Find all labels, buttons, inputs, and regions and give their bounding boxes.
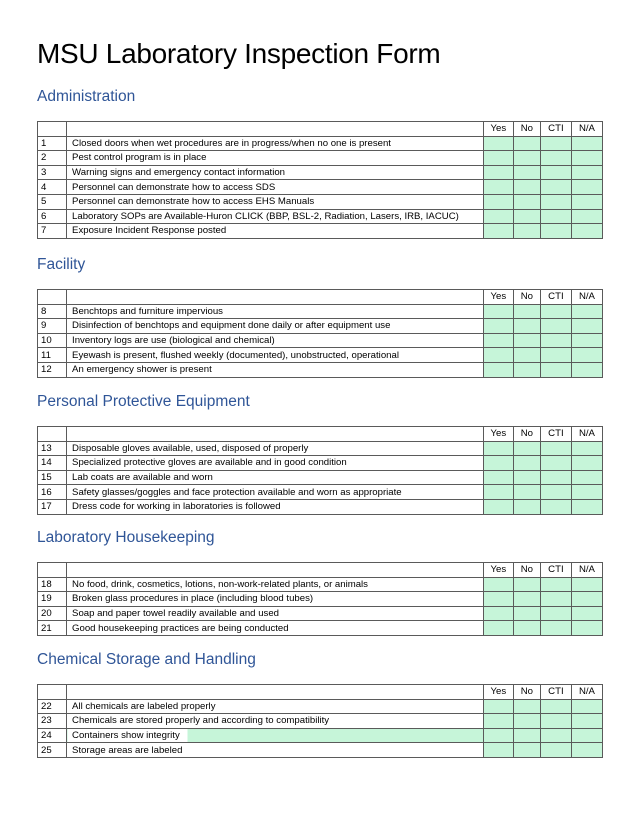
checkbox-na[interactable]: [571, 728, 602, 743]
header-empty-cell: [38, 685, 67, 700]
table-row: [38, 209, 603, 224]
checkbox-no[interactable]: [513, 441, 540, 456]
item-number: 22: [38, 699, 67, 714]
checkbox-na[interactable]: [571, 348, 602, 363]
checkbox-no[interactable]: [513, 333, 540, 348]
item-text: Specialized protective gloves are available and in good condition: [67, 456, 484, 471]
table-header-row: [38, 427, 603, 442]
checkbox-cti[interactable]: [540, 606, 571, 621]
checklist-table: [37, 289, 603, 378]
item-number: 4: [38, 180, 67, 195]
checkbox-yes[interactable]: [483, 362, 513, 377]
item-text: Pest control program is in place: [67, 151, 484, 166]
checkbox-no[interactable]: [513, 304, 540, 319]
item-number: 1: [38, 136, 67, 151]
item-number: 11: [38, 348, 67, 363]
checkbox-cti[interactable]: [540, 485, 571, 500]
item-number: 19: [38, 592, 67, 607]
table-header-row: [38, 122, 603, 137]
table-row: [38, 577, 603, 592]
checkbox-no[interactable]: [513, 743, 540, 758]
table-row: [38, 485, 603, 500]
item-text: Dress code for working in laboratories is followed: [67, 499, 484, 514]
table-row: [38, 224, 603, 239]
table-row: [38, 165, 603, 180]
section-heading: Administration: [37, 88, 136, 105]
header-empty-cell: [67, 290, 484, 305]
checkbox-cti[interactable]: [540, 699, 571, 714]
table-row: [38, 592, 603, 607]
column-header-no: No: [513, 290, 540, 305]
column-header-yes: Yes: [483, 563, 513, 578]
column-header-yes: Yes: [483, 290, 513, 305]
checkbox-no[interactable]: [513, 577, 540, 592]
item-text: Disinfection of benchtops and equipment done daily or after equipment use: [67, 319, 484, 334]
checkbox-cti[interactable]: [540, 728, 571, 743]
item-text: Exposure Incident Response posted: [67, 224, 484, 239]
checkbox-yes[interactable]: [483, 699, 513, 714]
table-row: [38, 714, 603, 729]
checkbox-no[interactable]: [513, 592, 540, 607]
checkbox-na[interactable]: [571, 319, 602, 334]
table-row: [38, 499, 603, 514]
checkbox-yes[interactable]: [483, 577, 513, 592]
column-header-cti: CTI: [540, 563, 571, 578]
checkbox-yes[interactable]: [483, 165, 513, 180]
checkbox-cti[interactable]: [540, 333, 571, 348]
table-row: [38, 728, 603, 743]
item-number: 18: [38, 577, 67, 592]
section-heading: Chemical Storage and Handling: [37, 651, 256, 668]
checkbox-no[interactable]: [513, 499, 540, 514]
checkbox-cti[interactable]: [540, 470, 571, 485]
checkbox-cti[interactable]: [540, 151, 571, 166]
checkbox-cti[interactable]: [540, 194, 571, 209]
column-header-yes: Yes: [483, 427, 513, 442]
checkbox-no[interactable]: [513, 194, 540, 209]
checklist-table: [37, 121, 603, 239]
checkbox-no[interactable]: [513, 319, 540, 334]
checkbox-no[interactable]: [513, 180, 540, 195]
column-header-yes: Yes: [483, 122, 513, 137]
column-header-no: No: [513, 122, 540, 137]
page-title: MSU Laboratory Inspection Form: [37, 38, 441, 69]
checkbox-cti[interactable]: [540, 499, 571, 514]
item-text: Benchtops and furniture impervious: [67, 304, 484, 319]
table-header-row: [38, 290, 603, 305]
item-number: 17: [38, 499, 67, 514]
checkbox-no[interactable]: [513, 362, 540, 377]
column-header-no: No: [513, 427, 540, 442]
checkbox-no[interactable]: [513, 728, 540, 743]
item-number: 10: [38, 333, 67, 348]
item-number: 12: [38, 362, 67, 377]
checkbox-na[interactable]: [571, 180, 602, 195]
checkbox-na[interactable]: [571, 485, 602, 500]
checkbox-yes[interactable]: [483, 224, 513, 239]
header-empty-cell: [38, 427, 67, 442]
checkbox-yes[interactable]: [483, 470, 513, 485]
checkbox-cti[interactable]: [540, 180, 571, 195]
item-text: Chemicals are stored properly and according to compatibility: [67, 714, 484, 729]
checkbox-cti[interactable]: [540, 319, 571, 334]
checkbox-cti[interactable]: [540, 165, 571, 180]
checkbox-no[interactable]: [513, 621, 540, 636]
checkbox-cti[interactable]: [540, 441, 571, 456]
checkbox-na[interactable]: [571, 333, 602, 348]
checkbox-yes[interactable]: [483, 621, 513, 636]
table-row: [38, 606, 603, 621]
item-text: Safety glasses/goggles and face protection available and worn as appropriate: [67, 485, 484, 500]
column-header-cti: CTI: [540, 290, 571, 305]
checkbox-no[interactable]: [513, 606, 540, 621]
item-text: Broken glass procedures in place (including blood tubes): [67, 592, 484, 607]
item-number: 9: [38, 319, 67, 334]
column-header-cti: CTI: [540, 685, 571, 700]
table-row: [38, 319, 603, 334]
checkbox-no[interactable]: [513, 470, 540, 485]
section-facility: [37, 256, 603, 378]
checkbox-yes[interactable]: [483, 209, 513, 224]
checkbox-na[interactable]: [571, 224, 602, 239]
item-text: Storage areas are labeled: [67, 743, 484, 758]
checkbox-cti[interactable]: [540, 348, 571, 363]
checkbox-yes[interactable]: [483, 728, 513, 743]
table-row: [38, 333, 603, 348]
table-row: [38, 621, 603, 636]
checkbox-cti[interactable]: [540, 362, 571, 377]
checkbox-yes[interactable]: [483, 743, 513, 758]
checkbox-na[interactable]: [571, 165, 602, 180]
checkbox-yes[interactable]: [483, 348, 513, 363]
checkbox-cti[interactable]: [540, 304, 571, 319]
checkbox-yes[interactable]: [483, 333, 513, 348]
checkbox-na[interactable]: [571, 621, 602, 636]
checkbox-no[interactable]: [513, 456, 540, 471]
header-empty-cell: [67, 563, 484, 578]
checkbox-na[interactable]: [571, 592, 602, 607]
item-number: 8: [38, 304, 67, 319]
checkbox-no[interactable]: [513, 714, 540, 729]
column-header-na: N/A: [571, 563, 602, 578]
item-text: Containers show integrity: [67, 728, 484, 743]
column-header-na: N/A: [571, 685, 602, 700]
checkbox-na[interactable]: [571, 194, 602, 209]
table-row: [38, 151, 603, 166]
item-text: Laboratory SOPs are Available-Huron CLICK (BBP, BSL-2, Radiation, Lasers, IRB, IACUC): [67, 209, 484, 224]
table-header-row: [38, 685, 603, 700]
section-chemical-storage-and-handling: [37, 651, 603, 758]
header-empty-cell: [67, 685, 484, 700]
column-header-no: No: [513, 685, 540, 700]
header-empty-cell: [38, 290, 67, 305]
section-heading: Facility: [37, 256, 86, 273]
column-header-na: N/A: [571, 122, 602, 137]
checkbox-na[interactable]: [571, 441, 602, 456]
checkbox-cti[interactable]: [540, 224, 571, 239]
item-text: No food, drink, cosmetics, lotions, non-work-related plants, or animals: [67, 577, 484, 592]
column-header-yes: Yes: [483, 685, 513, 700]
checkbox-cti[interactable]: [540, 592, 571, 607]
section-personal-protective-equipment: [37, 393, 603, 515]
checkbox-na[interactable]: [571, 304, 602, 319]
checkbox-na[interactable]: [571, 136, 602, 151]
item-number: 24: [38, 728, 67, 743]
item-text: An emergency shower is present: [67, 362, 484, 377]
section-heading: Laboratory Housekeeping: [37, 529, 215, 546]
header-empty-cell: [67, 427, 484, 442]
column-header-cti: CTI: [540, 122, 571, 137]
section-laboratory-housekeeping: [37, 529, 603, 636]
checkbox-na[interactable]: [571, 209, 602, 224]
item-text: Personnel can demonstrate how to access SDS: [67, 180, 484, 195]
header-empty-cell: [38, 122, 67, 137]
checkbox-no[interactable]: [513, 485, 540, 500]
checkbox-yes[interactable]: [483, 319, 513, 334]
column-header-no: No: [513, 563, 540, 578]
item-text: Closed doors when wet procedures are in progress/when no one is present: [67, 136, 484, 151]
table-header-row: [38, 563, 603, 578]
item-number: 20: [38, 606, 67, 621]
item-number: 3: [38, 165, 67, 180]
checkbox-yes[interactable]: [483, 485, 513, 500]
checkbox-yes[interactable]: [483, 592, 513, 607]
checkbox-na[interactable]: [571, 714, 602, 729]
item-number: 5: [38, 194, 67, 209]
table-row: [38, 180, 603, 195]
checkbox-yes[interactable]: [483, 304, 513, 319]
item-number: 21: [38, 621, 67, 636]
header-empty-cell: [67, 122, 484, 137]
section-heading: Personal Protective Equipment: [37, 393, 250, 410]
item-number: 2: [38, 151, 67, 166]
checkbox-cti[interactable]: [540, 209, 571, 224]
checkbox-no[interactable]: [513, 165, 540, 180]
item-text: Soap and paper towel readily available and used: [67, 606, 484, 621]
item-text: Eyewash is present, flushed weekly (documented), unobstructed, operational: [67, 348, 484, 363]
section-administration: [37, 88, 603, 239]
checkbox-no[interactable]: [513, 209, 540, 224]
item-number: 25: [38, 743, 67, 758]
checkbox-yes[interactable]: [483, 180, 513, 195]
item-number: 16: [38, 485, 67, 500]
item-text: Good housekeeping practices are being conducted: [67, 621, 484, 636]
checkbox-no[interactable]: [513, 224, 540, 239]
table-row: [38, 194, 603, 209]
column-header-cti: CTI: [540, 427, 571, 442]
checkbox-na[interactable]: [571, 499, 602, 514]
checkbox-no[interactable]: [513, 699, 540, 714]
item-number: 6: [38, 209, 67, 224]
checkbox-na[interactable]: [571, 151, 602, 166]
table-row: [38, 362, 603, 377]
checkbox-yes[interactable]: [483, 456, 513, 471]
checklist-table: [37, 684, 603, 758]
checkbox-yes[interactable]: [483, 606, 513, 621]
table-row: [38, 304, 603, 319]
checkbox-cti[interactable]: [540, 621, 571, 636]
item-text: Personnel can demonstrate how to access EHS Manuals: [67, 194, 484, 209]
column-header-na: N/A: [571, 427, 602, 442]
checkbox-yes[interactable]: [483, 714, 513, 729]
table-row: [38, 136, 603, 151]
item-text: Disposable gloves available, used, disposed of properly: [67, 441, 484, 456]
checkbox-na[interactable]: [571, 743, 602, 758]
table-row: [38, 348, 603, 363]
checkbox-na[interactable]: [571, 606, 602, 621]
checkbox-yes[interactable]: [483, 441, 513, 456]
checkbox-yes[interactable]: [483, 499, 513, 514]
checkbox-no[interactable]: [513, 348, 540, 363]
table-row: [38, 743, 603, 758]
checkbox-na[interactable]: [571, 470, 602, 485]
table-row: [38, 441, 603, 456]
checkbox-yes[interactable]: [483, 194, 513, 209]
column-header-na: N/A: [571, 290, 602, 305]
checkbox-cti[interactable]: [540, 456, 571, 471]
checkbox-yes[interactable]: [483, 151, 513, 166]
item-number: 14: [38, 456, 67, 471]
checkbox-no[interactable]: [513, 136, 540, 151]
item-text: Warning signs and emergency contact information: [67, 165, 484, 180]
checkbox-na[interactable]: [571, 456, 602, 471]
checkbox-cti[interactable]: [540, 136, 571, 151]
item-text: Lab coats are available and worn: [67, 470, 484, 485]
item-number: 13: [38, 441, 67, 456]
checkbox-na[interactable]: [571, 362, 602, 377]
checkbox-na[interactable]: [571, 577, 602, 592]
header-empty-cell: [38, 563, 67, 578]
table-row: [38, 470, 603, 485]
item-number: 23: [38, 714, 67, 729]
table-row: [38, 456, 603, 471]
checkbox-cti[interactable]: [540, 743, 571, 758]
item-text: All chemicals are labeled properly: [67, 699, 484, 714]
item-number: 15: [38, 470, 67, 485]
item-number: 7: [38, 224, 67, 239]
item-text: Inventory logs are use (biological and chemical): [67, 333, 484, 348]
checkbox-na[interactable]: [571, 699, 602, 714]
checklist-table: [37, 562, 603, 636]
checkbox-yes[interactable]: [483, 136, 513, 151]
checkbox-cti[interactable]: [540, 577, 571, 592]
table-row: [38, 699, 603, 714]
checklist-table: [37, 426, 603, 515]
checkbox-cti[interactable]: [540, 714, 571, 729]
checkbox-no[interactable]: [513, 151, 540, 166]
